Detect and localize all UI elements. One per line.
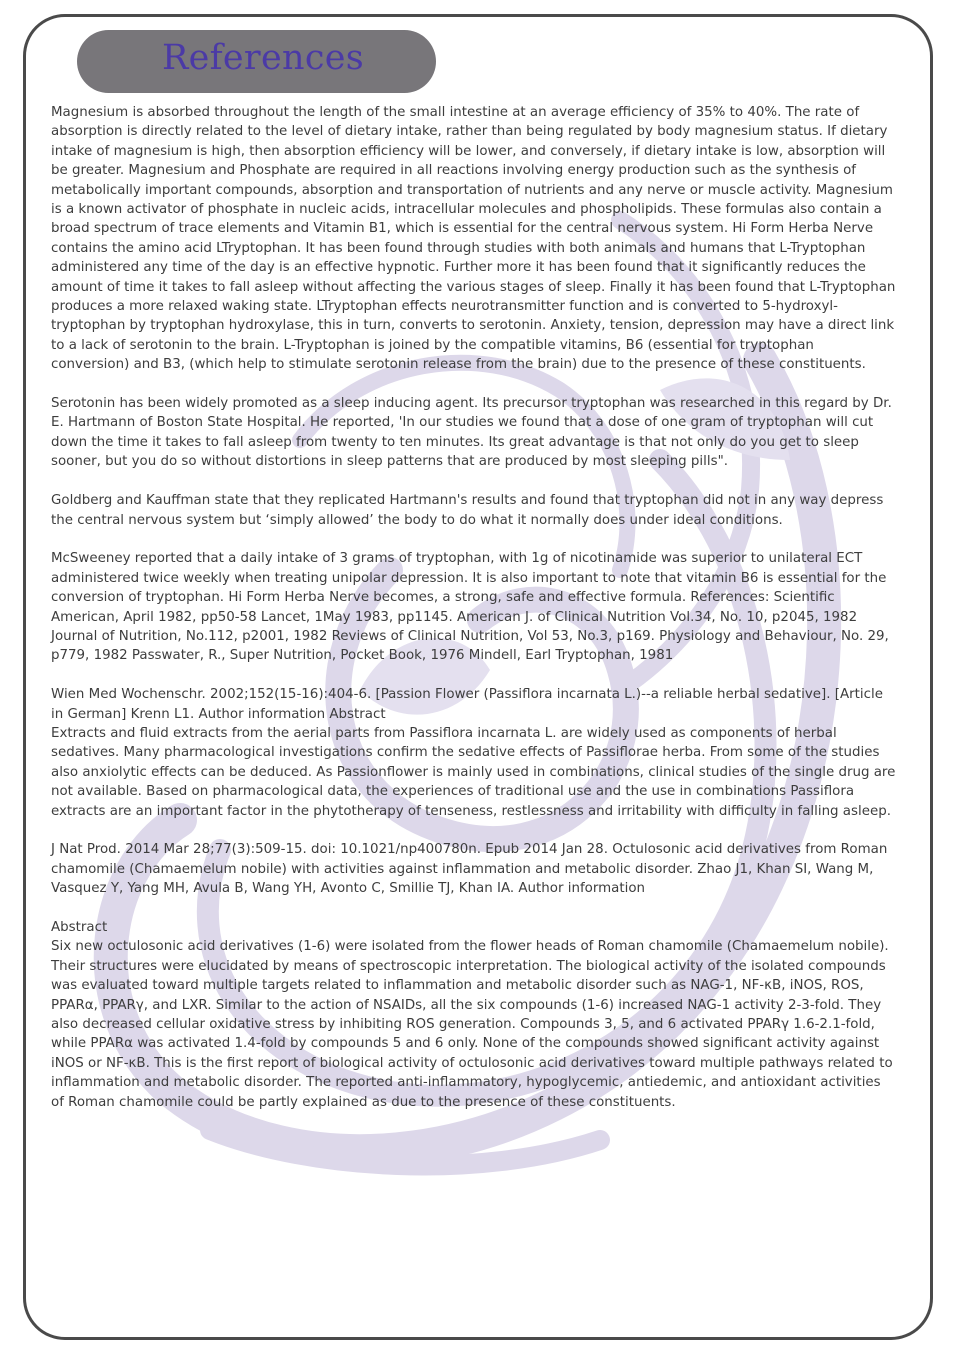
paragraph-mcsweeney: McSweeney reported that a daily intake of 3 grams of tryptophan, with 1g of nicotinamide was superior to unilateral ECT administered twice weekly when treating unipolar depression. It is also important to note that vitamin B6 is essential for the conversion of tryptophan. Hi Form Herba Nerve becomes, a strong, safe and effective formula. References: Scientific American, April 1982, pp50-58 Lancet, 1May 1983, pp1145. American J. of Clinical Nutrition Vol.34, No. 10, p2045, 1982 Journal of Nutrition, No.112, p2001, 1982 Reviews of Clinical Nutrition, Vol 53, No.3, p169. Physiology and Behaviour, No. 29, p779, 1982 Passwater, R., Super Nutrition, Pocket Book, 1976 Mindell, Earl Tryptophan, 1981 [51, 551, 889, 664]
paragraph-magnesium: Magnesium is absorbed throughout the length of the small intestine at an average efficiency of 35% to 40%. The rate of absorption is directly related to the level of dietary intake, rather than being regulated by body magnesium status. If dietary intake of magnesium is high, then absorption efficiency will be lower, and conversely, if dietary intake is low, absorption will be greater. Magnesium and Phosphate are required in all reactions involving energy production such as the synthesis of metabolically important compounds, absorption and transportation of nutrients and any nerve or muscle activity. Magnesium is a known activator of phosphate in nucleic acids, intracellular molecules and phospholipids. These formulas also contain a broad spectrum of trace elements and Vitamin B1, which is essential for the central nervous system. Hi Form Herba Nerve contains the amino acid LTryptophan. It has been found through studies with both animals and humans that L-Tryptophan administered any time of the day is an effective hypnotic. Further more it has been found that it significantly reduces the amount of time it takes to fall asleep without affecting the various stages of sleep. Finally it has been found that L-Tryptophan produces a more relaxed waking state. LTryptophan effects neurotransmitter function and is converted to 5-hydroxyl-tryptophan by tryptophan hydroxylase, this in turn, converts to serotonin. Anxiety, tension, depression may have a direct link to a lack of serotonin to the brain. L-Tryptophan is joined by the compatible vitamins, B6 (essential for tryptophan conversion) and B3, (which help to stimulate serotonin release from the brain) due to the presence of these constituents. [51, 105, 896, 373]
paragraph-chamomile-citation: J Nat Prod. 2014 Mar 28;77(3):509-15. doi: 10.1021/np400780n. Epub 2014 Jan 28. Octulosonic acid derivatives from Roman chamomile (Chamaemelum nobile) with activities against inflammation and metabolic disorder. Zhao J1, Khan SI, Wang M, Vasquez Y, Yang MH, Avula B, Wang YH, Avonto C, Smillie TJ, Khan IA. Author information [51, 842, 888, 897]
paragraph-chamomile-abstract: Abstract Six new octulosonic acid derivatives (1-6) were isolated from the flower heads of Roman chamomile (Chamaemelum nobile). Their structures were elucidated by means of spectroscopic interpretation. The biological activity of the isolated compounds was evaluated toward multiple targets related to inflammation and metabolic disorder such as NAG-1, NF-κB, iNOS, ROS, PPARα, PPARγ, and LXR. Similar to the action of NSAIDs, all the six compounds (1-6) increased NAG-1 activity 2-3-fold. They also decreased cellular oxidative stress by inhibiting ROS generation. Compounds 3, 5, and 6 activated PPARγ 1.6-2.1-fold, while PPARα was activated 1.4-fold by compounds 5 and 6 only. None of the compounds showed significant activity against iNOS or NF-κB. This is the first report of biological activity of octulosonic acid derivatives toward multiple pathways related to inflammation and metabolic disorder. The reported anti-inflammatory, hypoglycemic, antiedemic, and antioxidant activities of Roman chamomile could be partly explained as due to the presence of these constituents. [51, 919, 893, 1110]
page-title: References [162, 38, 364, 78]
paragraph-passion-flower: Wien Med Wochenschr. 2002;152(15-16):404-6. [Passion Flower (Passiflora incarnata L.)--a reliable herbal sedative]. [Article in German] Krenn L1. Author information Abstract Extracts and fluid extracts from the aerial parts from Passiflora incarnata L. are widely used as components of herbal sedatives. Many pharmacological investigations confirm the sedative effects of Passiflorae herba. From some of the studies also anxiolytic effects can be deduced. As Passionflower is mainly used in combinations, clinical studies of the single drug are not available. Based on pharmacological data, the experiences of traditional use and the use in combinations Passiflora extracts are an important factor in the phytotherapy of tenseness, restlessness and irritability with difficulty in falling asleep. [51, 687, 896, 819]
paragraph-serotonin: Serotonin has been widely promoted as a sleep inducing agent. Its precursor tryptophan was researched in this regard by Dr. E. Hartmann of Boston State Hospital. He reported, 'In our studies we found that a dose of one gram of tryptophan will cut down the time it takes to fall asleep from twenty to ten minutes. Its great advantage is that not only do you get to sleep sooner, but you do so without distortions in sleep patterns that are produced by most sleeping pills". [51, 396, 892, 470]
references-body [51, 103, 896, 1112]
paragraph-goldberg: Goldberg and Kauffman state that they replicated Hartmann's results and found that tryptophan did not in any way depress the central nervous system but ‘simply allowed’ the body to do what it normally does under ideal conditions. [51, 493, 884, 528]
title-banner [77, 30, 436, 93]
